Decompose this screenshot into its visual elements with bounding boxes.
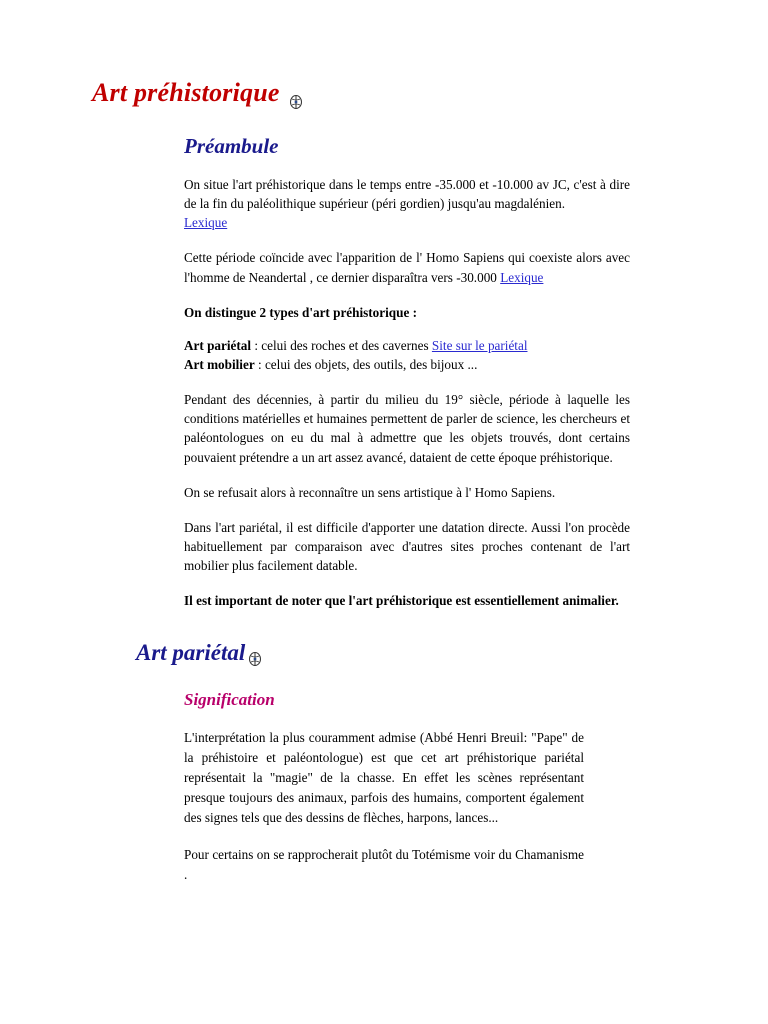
- paragraph-coincide: [184, 248, 630, 286]
- paragraph-coincide-text: Cette période coïncide avec l'apparition de l' Homo Sapiens qui coexiste alors avec l'homme de Neandertal , ce dernier disparaîtra vers -30.000: [184, 250, 630, 285]
- list-item-mobilier-label: Art mobilier: [184, 356, 255, 372]
- paragraph-refusait: On se refusait alors à reconnaître un sens artistique à l' Homo Sapiens.: [184, 484, 556, 500]
- section-heading-preambule: Préambule: [184, 134, 279, 158]
- subsection-heading-signification: Signification: [184, 690, 275, 710]
- paragraph-situe-text: On situe l'art préhistorique dans le temps entre -35.000 et -10.000 av JC, c'est à dire de la fin du paléolithique supérieur (péri gordien) jusqu'au magdalénien.: [184, 177, 630, 212]
- types-intro: On distingue 2 types d'art préhistorique :: [184, 304, 417, 320]
- link-lexique-2[interactable]: Lexique: [500, 269, 544, 285]
- page-title: [92, 78, 630, 108]
- paragraph-situe: [184, 175, 630, 232]
- link-lexique-1[interactable]: Lexique: [184, 215, 228, 231]
- section-heading-art-parietal-text: Art pariétal: [136, 640, 246, 666]
- list-item-mobilier: [184, 355, 630, 374]
- paragraph-datation: Dans l'art pariétal, il est difficile d'apporter une datation directe. Aussi l'on procède habituellement par comparaison avec d'autres sites proches contenant de l'art mobilier plus facilement datable.: [184, 519, 630, 574]
- types-list: [184, 336, 630, 374]
- list-item-parietal-text: : celui des roches et des cavernes: [251, 337, 432, 353]
- paragraph-decennies: Pendant des décennies, à partir du milieu du 19° siècle, période à laquelle les conditions matérielles et humaines permettent de parler de science, les chercheurs et paléontologues on eu du mal à admettre que les objets trouvés, dont certains pouvaient prétendre a un art assez avancé, dataient de cette époque préhistorique.: [184, 392, 630, 465]
- list-item-mobilier-text: : celui des objets, des outils, des bijoux ...: [254, 356, 478, 372]
- pen-nib-icon: [288, 87, 304, 103]
- paragraph-totemisme: Pour certains on se rapprocherait plutôt du Totémisme voir du Chamanisme .: [184, 847, 584, 883]
- paragraph-note-animalier: Il est important de noter que l'art préhistorique est essentiellement animalier.: [184, 593, 619, 609]
- section-heading-art-parietal: [136, 640, 630, 666]
- list-item-parietal-label: Art pariétal: [184, 337, 252, 353]
- page-title-text: Art préhistorique: [92, 78, 280, 107]
- link-site-parietal[interactable]: Site sur le pariétal: [431, 337, 528, 353]
- paragraph-interpretation: L'interprétation la plus couramment admise (Abbé Henri Breuil: "Pape" de la préhistoire et paléontologue) est que cet art préhistorique pariétal représentait la "magie" de la chasse. En effet les scènes représentant presque toujours des animaux, parfois des humains, comportent également des signes tels que des dessins de flèches, harpons, lances...: [184, 730, 584, 825]
- pen-nib-icon: [247, 647, 263, 663]
- list-item-parietal: [184, 336, 630, 355]
